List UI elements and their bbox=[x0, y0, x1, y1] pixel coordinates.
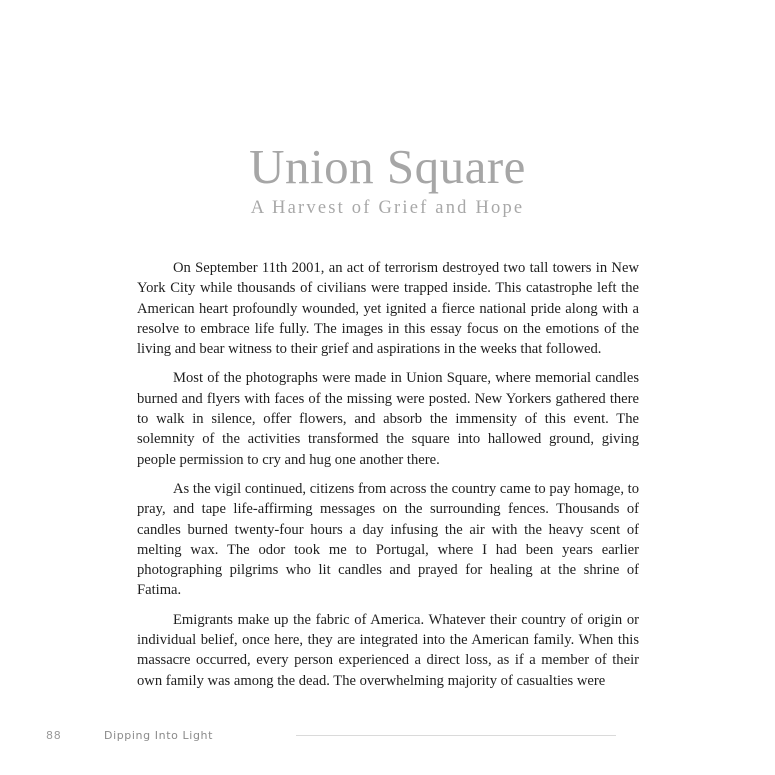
paragraph: Most of the photographs were made in Union Square, where memorial candles burned and flyers with faces of the missing were posted. New Yorkers gathered there to walk in silence, offer flowers, and absorb the immensity of this event. The solemnity of the activities transformed the square into hallowed ground, giving people permission to cry and hug one another there. bbox=[137, 370, 639, 468]
paragraph: On September 11th 2001, an act of terrorism destroyed two tall towers in New York City while thousands of civilians were trapped inside. This catastrophe left the American heart profoundly wounded, yet ignited a fierce national pride along with a resolve to embrace life fully. The images in this essay focus on the emotions of the living and bear witness to their grief and aspirations in the weeks that followed. bbox=[137, 260, 639, 358]
page-footer bbox=[0, 729, 775, 743]
footer-divider bbox=[296, 735, 616, 736]
paragraph: Emigrants make up the fabric of America. Whatever their country of origin or individual belief, once here, they are integrated into the American family. When this massacre occurred, every person experienced a direct loss, as if a member of their own family was among the dead. The overwhelming majority of casualties were bbox=[137, 611, 639, 689]
essay-subtitle: A Harvest of Grief and Hope bbox=[250, 198, 525, 218]
page-number: 88 bbox=[46, 729, 62, 742]
paragraph: As the vigil continued, citizens from across the country came to pay homage, to pray, and tape life-affirming messages on the surrounding fences. Thousands of candles burned twenty-four hours a day infusing the air with the heavy scent of melting wax. The odor took me to Portugal, where I had been years earlier photographing pilgrims who lit candles and prayed for healing at the shrine of Fatima. bbox=[137, 480, 639, 599]
essay-title: Union Square bbox=[249, 139, 526, 194]
running-book-title: Dipping Into Light bbox=[104, 729, 214, 742]
essay-body bbox=[137, 258, 639, 700]
